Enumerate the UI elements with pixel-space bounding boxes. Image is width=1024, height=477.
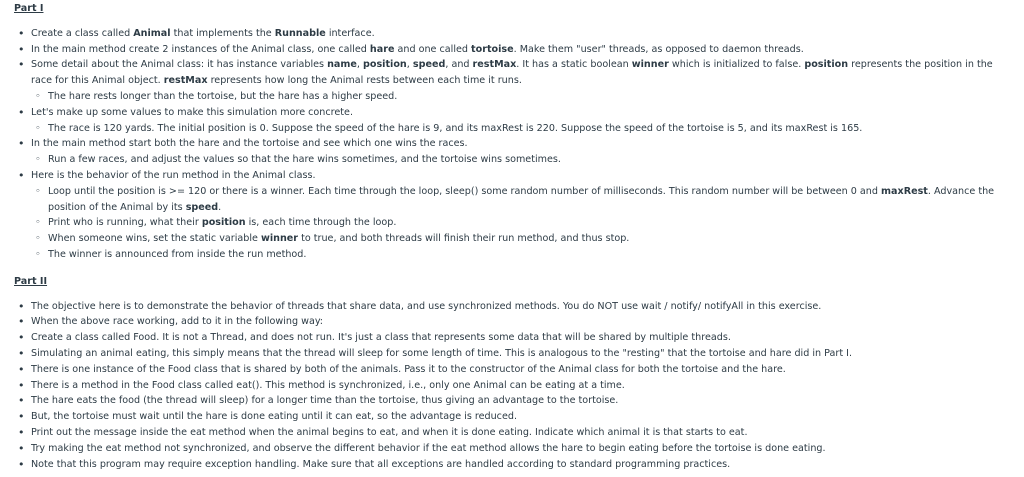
sub-list-item: ◦ The race is 120 yards. The initial position is 0. Suppose the speed of the hare is 9, and its maxRest is 220. Suppose the speed of the tortoise is 5, and its maxRest is 165. xyxy=(31,121,1014,137)
part1-heading: Part I xyxy=(14,3,44,14)
sub-list xyxy=(31,184,1014,263)
sub-list xyxy=(31,121,1014,137)
list-item: • Note that this program may require exception handling. Make sure that all exceptions are handled according to standard programming practices. xyxy=(14,457,1014,473)
list-item: • There is a method in the Food class called eat(). This method is synchronized, i.e., only one Animal can be eating at a time. xyxy=(14,378,1014,394)
list-item: • Try making the eat method not synchronized, and observe the different behavior if the eat method allows the hare to begin eating before the tortoise is done eating. xyxy=(14,441,1014,457)
list-item: • Print out the message inside the eat method when the animal begins to eat, and when it is done eating. Indicate which animal it is that starts to eat. xyxy=(14,425,1014,441)
list-item: • The hare eats the food (the thread will sleep) for a longer time than the tortoise, thus giving an advantage to the tortoise. xyxy=(14,393,1014,409)
sub-list-item: ◦ Run a few races, and adjust the values so that the hare wins sometimes, and the tortoise wins sometimes. xyxy=(31,152,1014,168)
sub-list xyxy=(31,152,1014,168)
list-item: • Create a class called Food. It is not a Thread, and does not run. It's just a class that represents some data that will be shared by multiple threads. xyxy=(14,330,1014,346)
list-item: • In the main method start both the hare and the tortoise and see which one wins the races. ◦ Run a few races, and adjust the values so that the hare wins sometimes, and the tortoise wins sometimes. xyxy=(14,136,1014,168)
list-item: • Some detail about the Animal class: it has instance variables name, position, speed, and restMax. It has a static boolean winner which is initialized to false. position represents the position in the race for this Animal object. restMax represents how long the Animal rests between each time it runs. ◦ The hare rests longer than the tortoise, but the hare has a higher speed. xyxy=(14,57,1014,104)
list-item: • Simulating an animal eating, this simply means that the thread will sleep for some length of time. This is analogous to the "resting" that the tortoise and hare did in Part I. xyxy=(14,346,1014,362)
list-item: • But, the tortoise must wait until the hare is done eating until it can eat, so the advantage is reduced. xyxy=(14,409,1014,425)
sub-list xyxy=(31,89,1014,105)
sub-list-item: ◦ The hare rests longer than the tortoise, but the hare has a higher speed. xyxy=(31,89,1014,105)
part1-list xyxy=(14,26,1014,263)
sub-list-item: ◦ When someone wins, set the static variable winner to true, and both threads will finish their run method, and thus stop. xyxy=(31,231,1014,247)
list-item: • Create a class called Animal that implements the Runnable interface. xyxy=(14,26,1014,42)
sub-list-item: ◦ Loop until the position is >= 120 or there is a winner. Each time through the loop, sleep() some random number of milliseconds. This random number will be between 0 and maxRest. Advance the position of the Animal by its speed. xyxy=(31,184,1014,216)
part2-list xyxy=(14,299,1014,473)
list-item: • Here is the behavior of the run method in the Animal class. ◦ Loop until the position is >= 120 or there is a winner. Each time through the loop, sleep() some random number of milliseconds. This random number will be between 0 and maxRest. Advance the position of the Animal by its speed. ◦ Print who is running, what their position is, each time through the loop. ◦ When someone wins, set the static variable winner to true, and both threads will finish their run method, and thus stop. ◦ The winner is announced from inside the run method. xyxy=(14,168,1014,263)
sub-list-item: ◦ Print who is running, what their position is, each time through the loop. xyxy=(31,215,1014,231)
list-item: • When the above race working, add to it in the following way: xyxy=(14,314,1014,330)
list-item: • Let's make up some values to make this simulation more concrete. ◦ The race is 120 yards. The initial position is 0. Suppose the speed of the hare is 9, and its maxRest is 220. Suppose the speed of the tortoise is 5, and its maxRest is 165. xyxy=(14,105,1014,137)
part2-heading: Part II xyxy=(14,275,48,287)
sub-list-item: ◦ The winner is announced from inside the run method. xyxy=(31,247,1014,263)
list-item: • In the main method create 2 instances of the Animal class, one called hare and one called tortoise. Make them "user" threads, as opposed to daemon threads. xyxy=(14,42,1014,58)
list-item: • The objective here is to demonstrate the behavior of threads that share data, and use synchronized methods. You do NOT use wait / notify/ notifyAll in this exercise. xyxy=(14,299,1014,315)
list-item: • There is one instance of the Food class that is shared by both of the animals. Pass it to the constructor of the Animal class for both the tortoise and the hare. xyxy=(14,362,1014,378)
assignment-document xyxy=(14,1,1014,472)
